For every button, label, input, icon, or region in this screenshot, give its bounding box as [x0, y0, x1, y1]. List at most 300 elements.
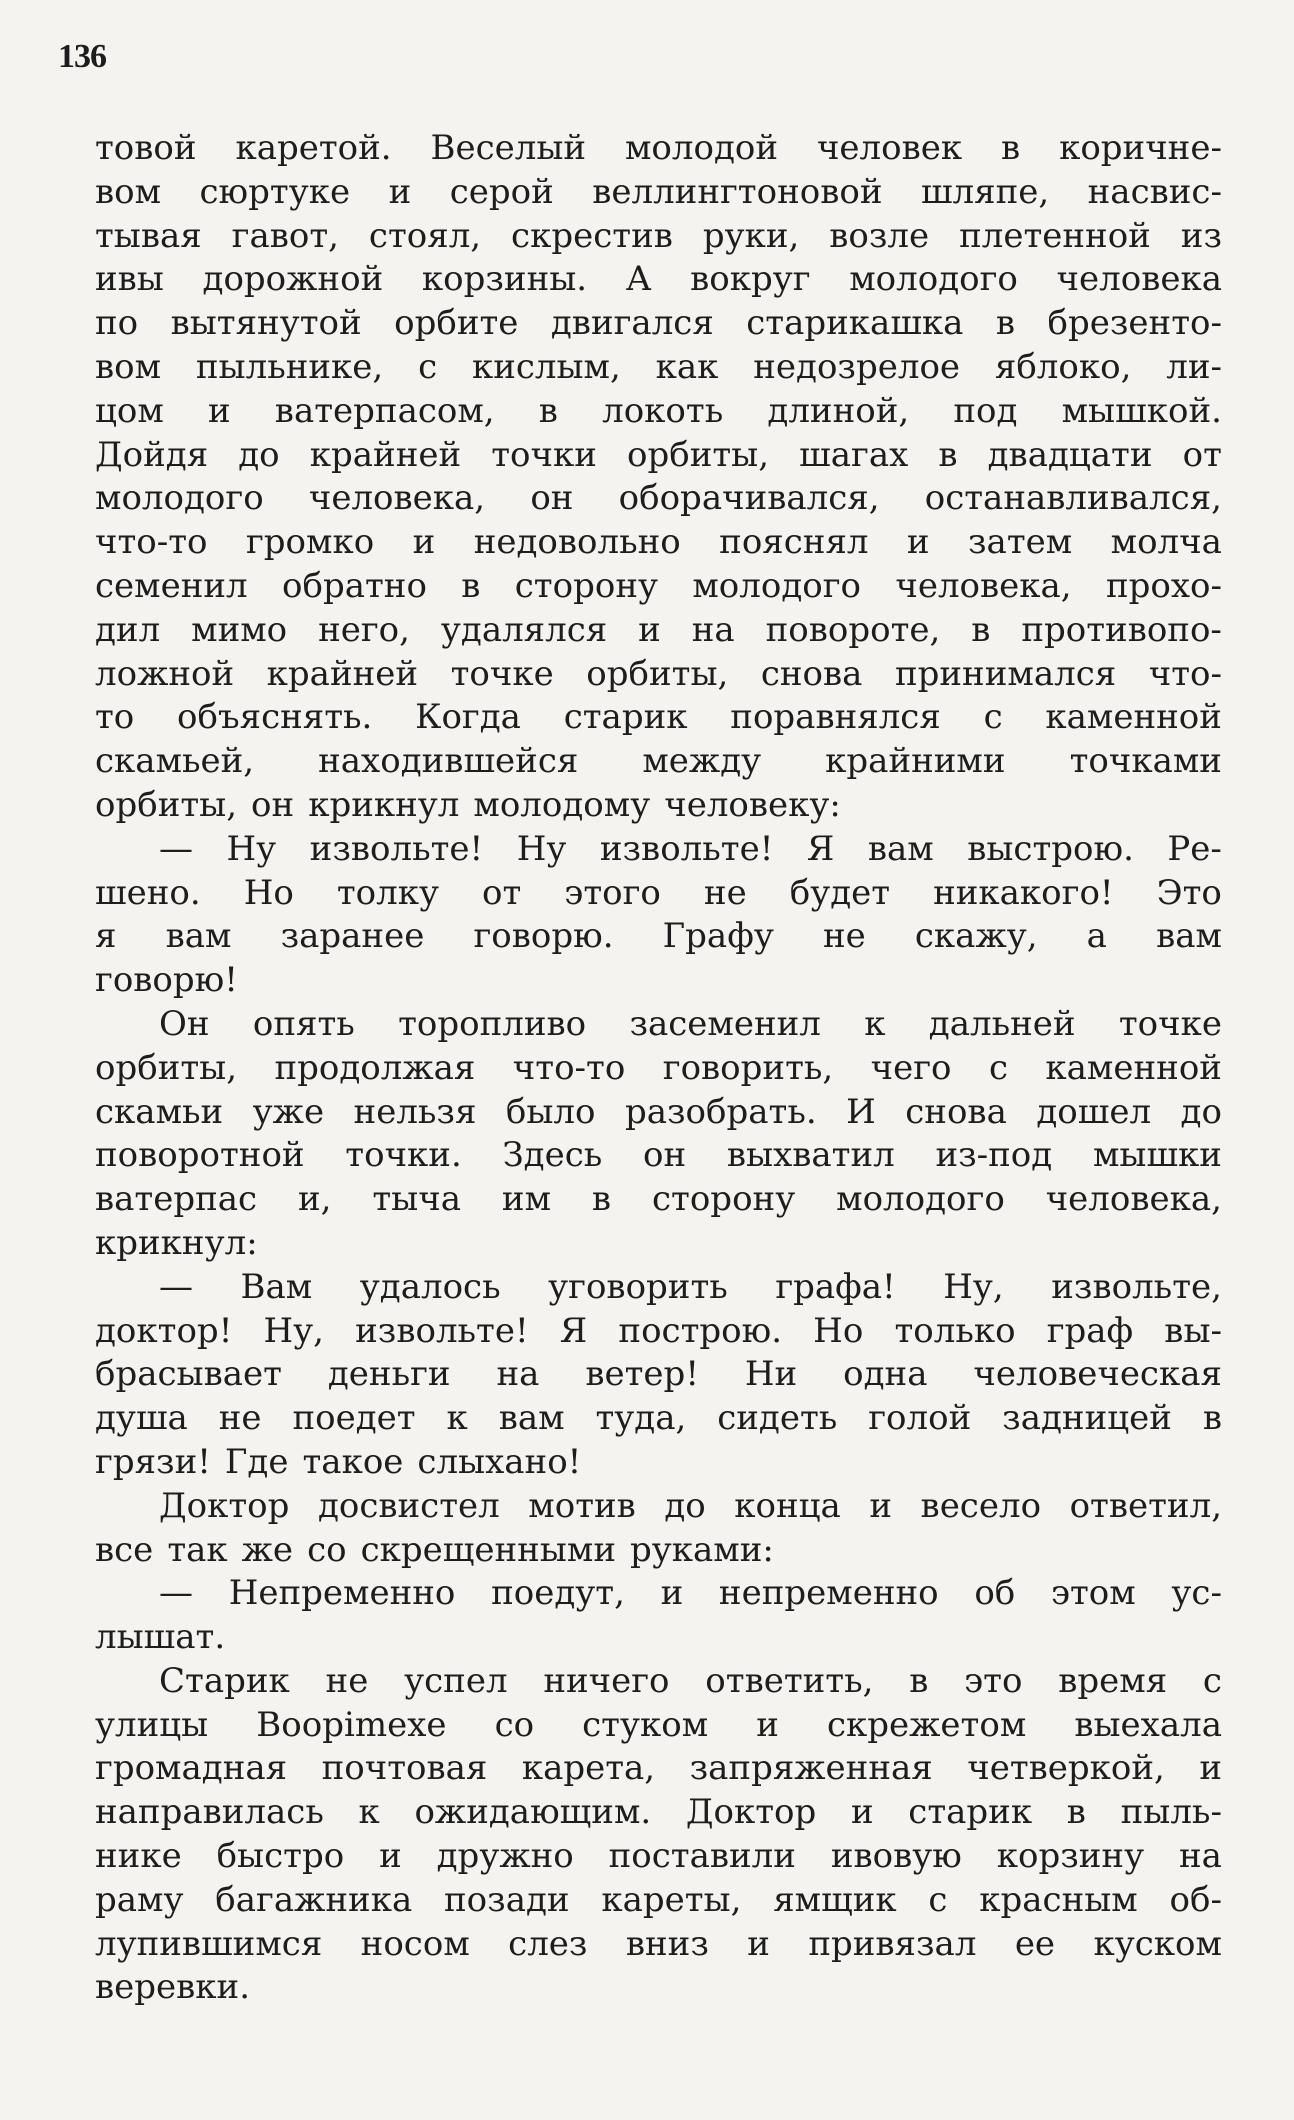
- word: дил: [95, 609, 161, 650]
- word: крикнул:: [95, 1222, 258, 1263]
- word: выхватил: [726, 1135, 895, 1176]
- word: оборачивался,: [618, 478, 880, 519]
- word: с: [1202, 1660, 1222, 1701]
- word: душа: [95, 1398, 188, 1439]
- word: почтовая: [321, 1748, 488, 1789]
- body-text: [95, 128, 1222, 2011]
- word: между: [642, 741, 762, 782]
- word: граф: [1046, 1310, 1134, 1351]
- word: Но: [813, 1310, 864, 1351]
- word: точками: [1069, 741, 1222, 782]
- word: к: [446, 1398, 468, 1439]
- word: со: [494, 1704, 535, 1745]
- word: человека,: [308, 478, 486, 519]
- text-line: [95, 1661, 1222, 1705]
- word: Где: [224, 1441, 289, 1482]
- text-line: [95, 610, 1222, 654]
- word: а: [1086, 916, 1107, 957]
- word: привязал: [808, 1923, 977, 1964]
- word: и: [1199, 1748, 1222, 1789]
- word: поворотной: [95, 1135, 305, 1176]
- word: орбиты,: [586, 653, 729, 694]
- word: Ни: [744, 1354, 798, 1395]
- word: дошел: [1036, 1091, 1152, 1132]
- word: корзину: [996, 1836, 1145, 1877]
- word: чего: [870, 1047, 952, 1088]
- word: человеку:: [664, 784, 841, 825]
- word: и: [388, 171, 412, 212]
- word: вам: [1156, 916, 1222, 957]
- text-line: [95, 1179, 1222, 1223]
- word: дружно: [436, 1836, 574, 1877]
- word: И: [846, 1091, 876, 1132]
- text-line: [95, 654, 1222, 698]
- word: это: [964, 1660, 1023, 1701]
- word: —: [159, 828, 193, 869]
- word: не: [703, 872, 747, 913]
- word: вом: [95, 346, 162, 387]
- word: торопливо: [398, 1003, 587, 1044]
- word: и: [850, 1792, 874, 1833]
- word: —: [159, 1266, 193, 1307]
- word: плетенной: [959, 215, 1151, 256]
- word: этого: [564, 872, 661, 913]
- word: мотив: [528, 1485, 636, 1526]
- word: разобрать.: [624, 1091, 817, 1132]
- word: в: [1066, 1792, 1086, 1833]
- word: четверкой,: [967, 1748, 1165, 1789]
- word: удалось: [359, 1266, 501, 1307]
- word: брасывает: [95, 1354, 282, 1395]
- word: принимался: [894, 653, 1117, 694]
- word: деньги: [327, 1354, 451, 1395]
- word: громадная: [95, 1748, 288, 1789]
- word: него,: [318, 609, 410, 650]
- word: Но: [243, 872, 294, 913]
- word: тыча: [372, 1179, 461, 1220]
- word: громко: [245, 522, 375, 563]
- word: не: [822, 916, 866, 957]
- word: то: [95, 697, 135, 738]
- word: и: [207, 390, 231, 431]
- text-line: [95, 1004, 1222, 1048]
- word: на: [496, 1354, 540, 1395]
- word: в: [1202, 1398, 1222, 1439]
- word: скамьей,: [95, 741, 255, 782]
- text-line: [95, 1267, 1222, 1311]
- word: раму: [95, 1879, 184, 1920]
- word: я: [95, 916, 117, 957]
- text-line: [95, 1135, 1222, 1179]
- word: поедет: [292, 1398, 416, 1439]
- word: об-: [1169, 1879, 1222, 1920]
- text-line: [95, 1486, 1222, 1530]
- word: вом: [95, 171, 162, 212]
- word: лышат.: [95, 1617, 226, 1658]
- word: направилась: [95, 1792, 324, 1833]
- word: выстрою.: [967, 828, 1134, 869]
- word: мышкой.: [1061, 390, 1222, 431]
- word: молодого: [692, 565, 862, 606]
- word: Старик: [159, 1660, 290, 1701]
- text-line: [95, 1398, 1222, 1442]
- word: молча: [1110, 522, 1222, 563]
- word: красным: [979, 1879, 1138, 1920]
- word: от: [481, 872, 522, 913]
- word: до: [238, 434, 280, 475]
- word: кислым,: [471, 346, 621, 387]
- word: молодого: [836, 1179, 1005, 1220]
- word: уже: [252, 1091, 325, 1132]
- word: противопо-: [1021, 609, 1222, 650]
- text-line: [95, 478, 1222, 522]
- text-line: [95, 916, 1222, 960]
- word: он: [643, 1135, 687, 1176]
- word: человека: [1056, 259, 1222, 300]
- text-line: [95, 697, 1222, 741]
- word: товой: [95, 128, 197, 168]
- word: от: [1182, 434, 1222, 475]
- word: насвис-: [1087, 171, 1222, 212]
- text-line: [95, 1223, 1222, 1267]
- word: будет: [789, 872, 891, 913]
- word: не: [325, 1660, 369, 1701]
- word: одна: [843, 1354, 928, 1395]
- word: что-: [1148, 653, 1222, 694]
- word: Ре-: [1167, 828, 1222, 869]
- word: голой: [868, 1398, 972, 1439]
- word: Доктор: [159, 1485, 290, 1526]
- word: такое: [302, 1441, 404, 1482]
- word: сидеть: [717, 1398, 838, 1439]
- text-line: [95, 1880, 1222, 1924]
- text-line: [95, 741, 1222, 785]
- word: опять: [252, 1003, 355, 1044]
- word: и: [906, 522, 930, 563]
- word: вам: [498, 1398, 565, 1439]
- text-line: [95, 1924, 1222, 1968]
- word: лупившимся: [95, 1923, 323, 1964]
- text-line: [95, 1967, 1222, 2011]
- word: шено.: [95, 872, 201, 913]
- word: каменной: [1045, 697, 1222, 738]
- text-line: [95, 435, 1222, 479]
- word: вы-: [1164, 1310, 1222, 1351]
- text-line: [95, 259, 1222, 303]
- word: грязи!: [95, 1441, 211, 1482]
- word: поедут,: [491, 1573, 625, 1614]
- word: веллингтоновой: [592, 171, 883, 212]
- word: с: [418, 346, 438, 387]
- word: каменной: [1045, 1047, 1222, 1088]
- word: вам: [165, 916, 232, 957]
- word: коричне-: [1059, 128, 1222, 168]
- word: скрестив: [511, 215, 673, 256]
- text-line: [95, 1573, 1222, 1617]
- word: шляпе,: [920, 171, 1050, 212]
- word: серой: [449, 171, 554, 212]
- word: нике: [95, 1836, 182, 1877]
- word: Вам: [240, 1266, 313, 1307]
- text-line: [95, 172, 1222, 216]
- word: молодого: [849, 259, 1018, 300]
- word: веревки.: [95, 1967, 251, 2008]
- word: карета,: [521, 1748, 656, 1789]
- word: старик: [563, 697, 688, 738]
- word: человека,: [1045, 1179, 1222, 1220]
- word: молодого: [95, 478, 264, 519]
- word: засеменил: [629, 1003, 821, 1044]
- word: недовольно: [473, 522, 681, 563]
- word: время: [1058, 1660, 1168, 1701]
- word: выехала: [1074, 1704, 1222, 1745]
- word: корзины.: [421, 259, 588, 300]
- word: доктор!: [95, 1310, 233, 1351]
- word: ивы: [95, 259, 164, 300]
- word: крикнул: [308, 784, 460, 825]
- word: недозрелое: [753, 346, 961, 387]
- word: шагах: [799, 434, 909, 475]
- text-line: [95, 522, 1222, 566]
- word: что-то: [95, 522, 208, 563]
- word: же: [241, 1529, 294, 1570]
- word: двадцати: [987, 434, 1153, 475]
- word: поравнялся: [730, 697, 941, 738]
- word: Ну: [516, 828, 567, 869]
- word: вытянутой: [170, 303, 362, 344]
- word: продолжая: [274, 1047, 476, 1088]
- word: этом: [1050, 1573, 1136, 1614]
- word: яблоко,: [994, 346, 1132, 387]
- word: находившейся: [318, 741, 579, 782]
- text-line: [95, 1836, 1222, 1880]
- word: и: [756, 1704, 779, 1745]
- word: в: [971, 609, 991, 650]
- word: и: [660, 1573, 684, 1614]
- word: старик: [908, 1792, 1033, 1833]
- word: досвистел: [317, 1485, 500, 1526]
- word: весело: [920, 1485, 1042, 1526]
- word: каретой.: [235, 128, 392, 168]
- word: тывая: [95, 215, 202, 256]
- word: —: [159, 1573, 193, 1614]
- word: извольте!: [599, 828, 774, 869]
- word: с: [988, 1047, 1008, 1088]
- word: снова: [760, 653, 863, 694]
- word: сюртуке: [199, 171, 351, 212]
- word: ватерпас: [95, 1179, 258, 1220]
- word: Он: [159, 1003, 210, 1044]
- word: ответил,: [1069, 1485, 1222, 1526]
- word: Это: [1156, 872, 1222, 913]
- word: двигался: [550, 303, 714, 344]
- word: удалялся: [440, 609, 608, 650]
- word: Ну,: [943, 1266, 1004, 1307]
- page-number: 136: [58, 38, 106, 75]
- word: извольте,: [1051, 1266, 1222, 1307]
- word: Ну,: [263, 1310, 324, 1351]
- word: на: [1178, 1836, 1222, 1877]
- word: в: [995, 303, 1016, 344]
- word: и,: [298, 1179, 332, 1220]
- word: на: [691, 609, 735, 650]
- word: прохо-: [1105, 565, 1222, 606]
- word: молодому: [473, 784, 651, 825]
- word: к: [358, 1792, 380, 1833]
- text-line: [95, 1354, 1222, 1398]
- word: ус-: [1171, 1573, 1222, 1614]
- word: точке: [450, 653, 554, 694]
- word: Я: [559, 1310, 588, 1351]
- word: крайней: [266, 653, 419, 694]
- word: вокруг: [690, 259, 811, 300]
- word: к: [864, 1003, 886, 1044]
- word: им: [501, 1179, 552, 1220]
- word: возле: [829, 215, 930, 256]
- word: из-под: [935, 1135, 1053, 1176]
- word: и: [412, 522, 436, 563]
- word: сторону: [651, 1179, 796, 1220]
- word: успел: [404, 1660, 508, 1701]
- word: говорю.: [473, 916, 614, 957]
- text-line: [95, 1092, 1222, 1136]
- word: поставили: [608, 1836, 796, 1877]
- word: дальней: [928, 1003, 1076, 1044]
- word: Воорimexe: [256, 1704, 447, 1745]
- word: ее: [1014, 1923, 1056, 1964]
- word: молодой: [624, 128, 779, 168]
- word: крайними: [825, 741, 1006, 782]
- word: длиной,: [767, 390, 910, 431]
- word: об: [974, 1573, 1016, 1614]
- word: кареты,: [601, 1879, 742, 1920]
- word: только: [894, 1310, 1016, 1351]
- word: Когда: [415, 697, 521, 738]
- word: останавливался,: [924, 478, 1222, 519]
- word: руки,: [702, 215, 800, 256]
- word: он: [251, 784, 295, 825]
- word: вам: [867, 828, 934, 869]
- word: вниз: [625, 1923, 709, 1964]
- word: он: [530, 478, 574, 519]
- word: брезенто-: [1047, 303, 1222, 344]
- word: конца: [734, 1485, 841, 1526]
- word: слез: [508, 1923, 588, 1964]
- word: крайней: [309, 434, 462, 475]
- word: дорожной: [202, 259, 384, 300]
- word: говорю!: [95, 960, 238, 1001]
- word: семенил: [95, 565, 248, 606]
- word: и: [869, 1485, 893, 1526]
- word: скрещенными: [360, 1529, 616, 1570]
- word: мимо: [191, 609, 288, 650]
- word: Здесь: [502, 1135, 603, 1176]
- word: орбиты,: [95, 1047, 238, 1088]
- word: точки.: [345, 1135, 462, 1176]
- word: со: [307, 1529, 347, 1570]
- word: затем: [968, 522, 1073, 563]
- word: и: [638, 609, 661, 650]
- word: обратно: [282, 565, 427, 606]
- word: ответить,: [705, 1660, 874, 1701]
- word: снова: [905, 1091, 1007, 1132]
- word: стоял,: [368, 215, 482, 256]
- word: улицы: [95, 1704, 209, 1745]
- word: графа!: [775, 1266, 896, 1307]
- word: орбиты,: [627, 434, 770, 475]
- word: уговорить: [548, 1266, 728, 1307]
- word: непременно: [718, 1573, 939, 1614]
- word: задницей: [1002, 1398, 1172, 1439]
- text-line: [95, 960, 1222, 1004]
- word: в: [1001, 128, 1021, 168]
- text-line: [95, 128, 1222, 172]
- word: с: [928, 1879, 948, 1920]
- word: в: [938, 434, 958, 475]
- text-line: [95, 829, 1222, 873]
- word: Дойдя: [95, 434, 209, 475]
- word: Я: [806, 828, 835, 869]
- word: Доктор: [685, 1792, 817, 1833]
- word: ложной: [95, 653, 235, 694]
- word: как: [655, 346, 719, 387]
- text-line: [95, 1442, 1222, 1486]
- word: говорить,: [662, 1047, 834, 1088]
- word: ямщик: [773, 1879, 897, 1920]
- word: ивовую: [830, 1836, 962, 1877]
- text-line: [95, 1048, 1222, 1092]
- word: объяснять.: [177, 697, 373, 738]
- word: извольте!: [355, 1310, 529, 1351]
- word: Графу: [662, 916, 774, 957]
- word: до: [1180, 1091, 1222, 1132]
- word: ожидающим.: [414, 1792, 652, 1833]
- text-line: [95, 873, 1222, 917]
- text-line: [95, 391, 1222, 435]
- word: так: [167, 1529, 228, 1570]
- word: куском: [1093, 1923, 1222, 1964]
- text-line: [95, 1792, 1222, 1836]
- word: точки: [491, 434, 597, 475]
- word: под: [953, 390, 1018, 431]
- word: извольте!: [309, 828, 484, 869]
- text-line: [95, 1311, 1222, 1355]
- word: слыхано!: [417, 1441, 582, 1482]
- word: запряженная: [689, 1748, 933, 1789]
- word: нельзя: [353, 1091, 477, 1132]
- word: человеческая: [973, 1354, 1222, 1395]
- word: никакого!: [933, 872, 1114, 913]
- word: Веселый: [430, 128, 587, 168]
- word: цом: [95, 390, 164, 431]
- word: что-то: [512, 1047, 626, 1088]
- text-line: [95, 1530, 1222, 1574]
- word: построю.: [618, 1310, 783, 1351]
- word: скажу,: [914, 916, 1038, 957]
- word: скамьи: [95, 1091, 224, 1132]
- word: ли-: [1166, 346, 1222, 387]
- word: из: [1180, 215, 1222, 256]
- word: носом: [360, 1923, 470, 1964]
- word: было: [505, 1091, 596, 1132]
- text-line: [95, 347, 1222, 391]
- word: стуком: [582, 1704, 709, 1745]
- word: в: [538, 390, 558, 431]
- word: и: [379, 1836, 402, 1877]
- word: туда,: [595, 1398, 687, 1439]
- text-line: [95, 566, 1222, 610]
- word: мышки: [1092, 1135, 1222, 1176]
